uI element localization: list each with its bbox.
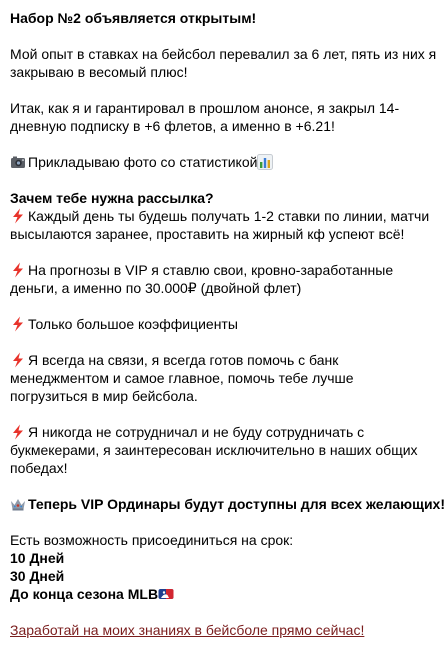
post-title: Набор №2 объявляется открытым! — [10, 10, 257, 26]
benefit-5-text: Я никогда не сотрудничал и не буду сотрудничать с — [28, 424, 365, 440]
why-heading: Зачем тебе нужна рассылка? — [10, 190, 214, 206]
lightning-icon — [10, 262, 26, 278]
camera-icon — [10, 154, 26, 170]
lightning-icon — [10, 208, 26, 224]
bar-chart-icon — [257, 154, 273, 170]
benefit-1-line-1 — [10, 207, 437, 225]
benefit-2-text: На прогнозы в VIP я ставлю свои, кровно-заработанные — [28, 262, 394, 278]
result-text-line-2: дневную подписку в +6 флетов, а именно в +6.21! — [10, 118, 335, 134]
mlb-logo-icon — [158, 586, 174, 602]
benefit-4-line-2: менеджментом и самое главное, помочь тебе лучше — [10, 370, 354, 386]
experience-text-line-1: Мой опыт в ставках на бейсбол перевалил за 6 лет, пять из них я — [10, 46, 437, 62]
benefit-5-line-3: победах! — [10, 460, 68, 476]
photo-stats-text: Прикладываю фото со статистикой — [28, 154, 258, 170]
photo-stats-line — [10, 153, 437, 171]
benefit-4-line-3: погрузиться в мир бейсбола. — [10, 388, 198, 404]
benefit-4-line-1 — [10, 351, 437, 369]
benefit-4-text: Я всегда на связи, я всегда готов помочь с банк — [28, 352, 339, 368]
cta-line — [10, 621, 437, 639]
term-season-text: До конца сезона MLB — [10, 586, 159, 602]
term-season — [10, 585, 437, 603]
benefit-1-line-2: высылаются заранее, проставить на жирный кф успеют всё! — [10, 226, 405, 242]
lightning-icon — [10, 352, 26, 368]
terms-intro: Есть возможность присоединиться на срок: — [10, 532, 294, 548]
lightning-icon — [10, 424, 26, 440]
lightning-icon — [10, 316, 26, 332]
term-30-days: 30 Дней — [10, 568, 65, 584]
benefit-1-text: Каждый день ты будешь получать 1-2 ставки по линии, матчи — [28, 208, 430, 224]
benefit-2-line-1 — [10, 261, 437, 279]
vip-announcement — [10, 495, 445, 513]
benefit-5-line-1 — [10, 423, 437, 441]
term-10-days: 10 Дней — [10, 550, 65, 566]
benefit-5-line-2: букмекерами, я заинтересован исключительно в наших общих — [10, 442, 418, 458]
benefit-3-line-1 — [10, 315, 437, 333]
result-text-line-1: Итак, как я и гарантировал в прошлом анонсе, я закрыл 14- — [10, 100, 400, 116]
cta-link[interactable]: Заработай на моих знаниях в бейсболе прямо сейчас! — [10, 622, 365, 638]
benefit-3-text: Только большое коэффициенты — [28, 316, 238, 332]
vip-announcement-text: Теперь VIP Ординары будут доступны для всех желающих! — [28, 496, 445, 512]
experience-text-line-2: закрываю в весомый плюс! — [10, 64, 188, 80]
crown-icon — [10, 496, 26, 512]
benefit-2-line-2: деньги, а именно по 30.000₽ (двойной флет) — [10, 280, 302, 296]
